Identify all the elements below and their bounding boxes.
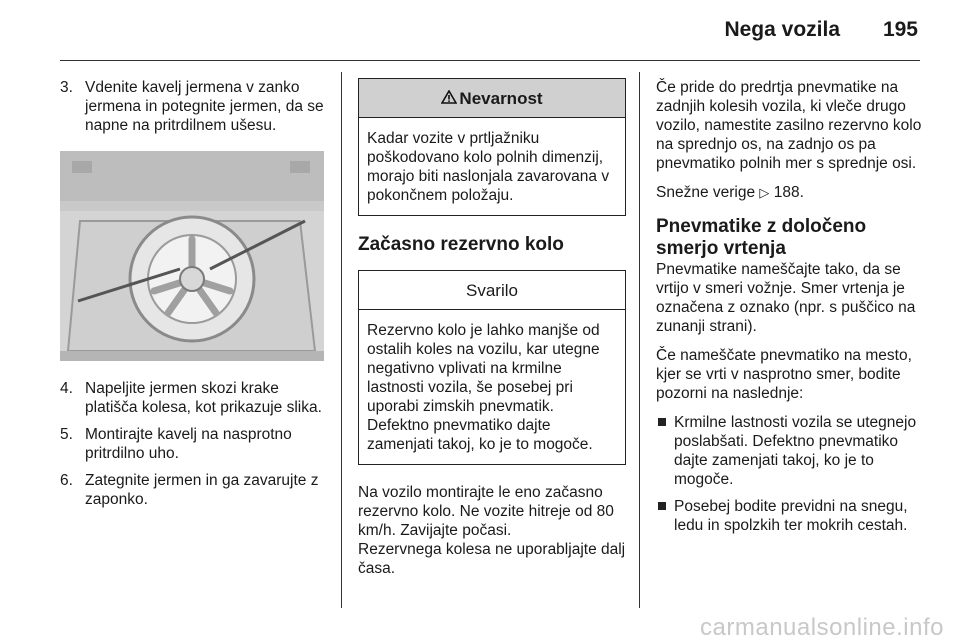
step-number: 3. (60, 79, 73, 96)
paragraph: Če pride do predrtja pnevmatike na zadnjih kolesih vozila, ki vleče drugo vozilo, namestite zasilno rezervno kolo na sprednjo os, na zadnjo os pa pnevmatiko polnih mer s sprednje osi. (656, 79, 922, 172)
step-number: 5. (60, 426, 73, 443)
column-divider-1 (341, 72, 342, 608)
list-item (656, 497, 924, 535)
page-header (0, 0, 960, 56)
paragraph: Če nameščate pnevmatiko na mesto, kjer se vrti v nasprotno smer, bodite pozorni na naslednje: (656, 347, 912, 402)
square-bullet-icon (658, 502, 666, 510)
column-1 (60, 78, 328, 517)
column-2 (358, 78, 626, 588)
warning-triangle-icon (441, 90, 457, 104)
step-text: Napeljite jermen skozi krake platišča kolesa, kot prikazuje slika. (85, 380, 322, 416)
step-text: Montirajte kavelj na nasprotno pritrdilno uho. (85, 426, 292, 462)
danger-box (358, 78, 626, 216)
cross-reference (656, 183, 924, 202)
column-3 (656, 78, 924, 543)
danger-box-text: Kadar vozite v prtljažniku poškodovano kolo polnih dimenzij, morajo biti naslonjala zavarovana v pokončnem položaju. (367, 130, 610, 204)
caution-box (358, 270, 626, 465)
page-title: Nega vozila (724, 18, 840, 41)
step-6 (60, 471, 328, 509)
watermark: carmanualsonline.info (700, 614, 944, 641)
list-item (656, 413, 924, 489)
paragraph: Rezervnega kolesa ne uporabljajte dalj časa. (358, 541, 626, 577)
paragraph: Pnevmatike nameščajte tako, da se vrtijo v smeri vožnje. Smer vrtenja je označena z oznako (npr. s puščico na zunanji strani). (656, 261, 916, 335)
page-number: 195 (882, 18, 918, 41)
paragraph: Na vozilo montirajte le eno začasno rezervno kolo. Ne vozite hitreje od 80 km/h. Zavijajte počasi. (358, 484, 614, 539)
danger-box-header (359, 79, 625, 118)
section-title-directional-tyres: Pnevmatike z določeno smerjo vrtenja (656, 216, 867, 259)
step-4 (60, 379, 328, 417)
step-text: Zategnite jermen in ga zavarujte z zaponko. (85, 472, 319, 508)
cross-reference-label: Snežne verige (656, 184, 756, 201)
list-item-text: Krmilne lastnosti vozila se utegnejo poslabšati. Defektno pnevmatiko dajte zamenjati takoj, ko je to mogoče. (674, 414, 917, 488)
spare-wheel-strap-illustration (60, 151, 324, 361)
page-reference-arrow-icon: ▷ (759, 185, 770, 200)
danger-box-title: Nevarnost (459, 89, 543, 108)
caution-box-text: Rezervno kolo je lahko manjše od ostalih koles na vozilu, kar utegne negativno vplivati na krmilne lastnosti vozila, še posebej pri uporabi zimskih pnevmatik. Defektno pnevmatiko dajte zamenjati takoj, ko je to mogoče. (367, 322, 600, 453)
square-bullet-icon (658, 418, 666, 426)
step-number: 6. (60, 472, 73, 489)
caution-box-title: Svarilo (359, 271, 625, 310)
cross-reference-page[interactable]: 188. (773, 184, 804, 201)
step-number: 4. (60, 380, 73, 397)
step-text: Vdenite kavelj jermena v zanko jermena in potegnite jermen, da se napne na pritrdilnem ušesu. (85, 79, 324, 134)
step-5 (60, 425, 328, 463)
list-item-text: Posebej bodite previdni na snegu, ledu in spolzkih ter mokrih cestah. (674, 498, 908, 534)
column-divider-2 (639, 72, 640, 608)
section-title-temporary-spare: Začasno rezervno kolo (358, 234, 564, 255)
header-rule (60, 60, 920, 61)
step-3 (60, 78, 328, 135)
